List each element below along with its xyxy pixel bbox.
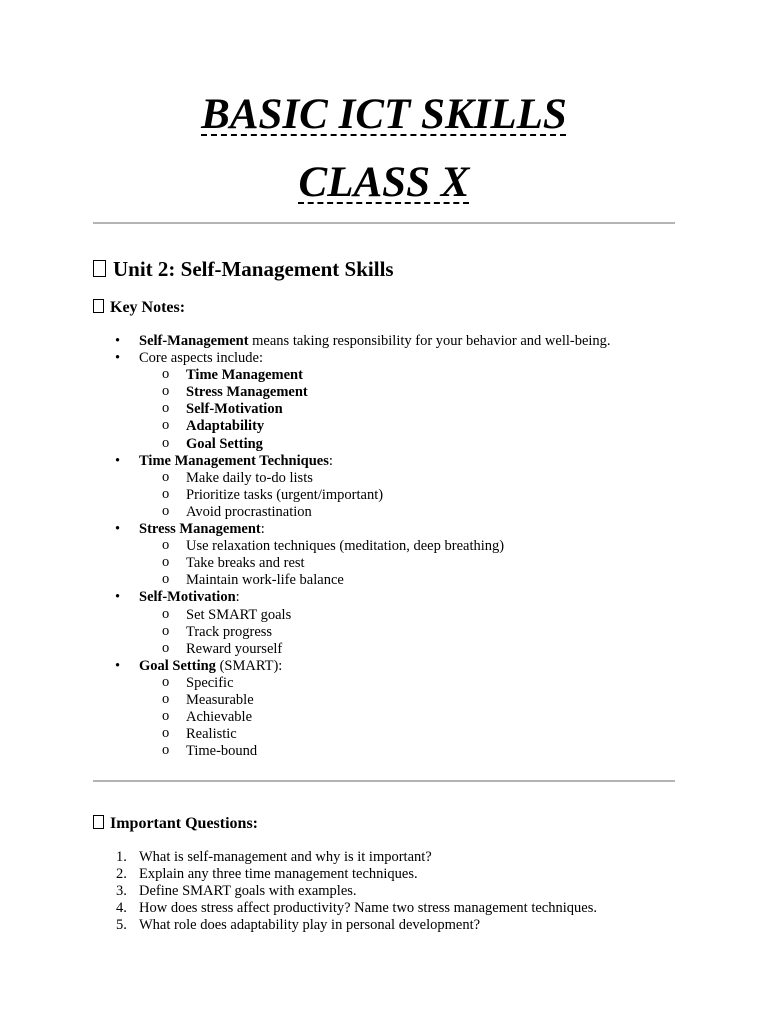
- sub-bullet: o: [162, 571, 170, 588]
- unit-heading: Unit 2: Self-Management Skills: [93, 256, 394, 282]
- smart-criterion: Measurable: [186, 691, 254, 708]
- question-text: What role does adaptability play in personal development?: [139, 917, 481, 933]
- smart-criterion: Realistic: [186, 726, 237, 743]
- sub-list-item: [0, 624, 768, 641]
- document-title: BASIC ICT SKILLS: [201, 91, 567, 138]
- bullet: •: [115, 657, 121, 674]
- question-text: Explain any three time management techniques.: [139, 866, 418, 882]
- list-item: [0, 658, 768, 675]
- missing-emoji-icon: [93, 260, 106, 277]
- term-self-management: Self-Management: [139, 333, 249, 349]
- technique: Maintain work-life balance: [186, 572, 344, 589]
- key-notes-list: [0, 333, 768, 760]
- smart-criterion: Achievable: [186, 709, 253, 726]
- document-subtitle: CLASS X: [298, 159, 470, 206]
- sub-bullet: o: [162, 673, 170, 690]
- question-item: [0, 917, 768, 934]
- term-time-management: Time Management Techniques: [139, 452, 329, 469]
- horizontal-rule: [93, 780, 675, 782]
- technique: Use relaxation techniques (meditation, deep breathing): [186, 538, 505, 555]
- sub-bullet: o: [162, 742, 170, 759]
- technique: Avoid procrastination: [186, 503, 312, 520]
- question-text: How does stress affect productivity? Name two stress management techniques.: [139, 900, 597, 916]
- sub-bullet: o: [162, 622, 170, 639]
- sub-list-item: [0, 572, 768, 589]
- sub-list-item: [0, 641, 768, 658]
- technique: Make daily to-do lists: [186, 469, 313, 486]
- bullet: •: [115, 452, 121, 469]
- technique: Take breaks and rest: [186, 555, 305, 572]
- technique: Set SMART goals: [186, 606, 292, 623]
- core-aspect: Goal Setting: [186, 435, 263, 452]
- sub-bullet: o: [162, 554, 170, 571]
- sub-list-item: [0, 418, 768, 435]
- question-item: [0, 849, 768, 866]
- sub-list-item: [0, 487, 768, 504]
- term-self-motivation: Self-Motivation: [139, 589, 236, 606]
- list-item: [0, 333, 768, 350]
- technique: Track progress: [186, 623, 273, 640]
- bullet: •: [115, 589, 121, 606]
- core-aspect: Stress Management: [186, 384, 308, 401]
- sub-bullet: o: [162, 639, 170, 656]
- sub-list-item: [0, 504, 768, 521]
- sub-bullet: o: [162, 502, 170, 519]
- key-notes-heading: Key Notes:: [93, 298, 185, 318]
- term-stress-management: Stress Management: [139, 521, 261, 538]
- sub-list-item: [0, 401, 768, 418]
- question-number: 5.: [116, 917, 127, 933]
- sub-list-item: [0, 555, 768, 572]
- bullet: •: [115, 333, 121, 349]
- sub-bullet: o: [162, 708, 170, 725]
- question-item: [0, 866, 768, 883]
- sub-bullet: o: [162, 537, 170, 554]
- sub-bullet: o: [162, 400, 170, 417]
- term-goal-setting: Goal Setting: [139, 657, 216, 674]
- missing-emoji-icon: [93, 299, 104, 313]
- question-number: 2.: [116, 866, 127, 882]
- sub-bullet: o: [162, 366, 170, 383]
- sub-bullet: o: [162, 485, 170, 502]
- sub-bullet: o: [162, 434, 170, 451]
- horizontal-rule: [93, 222, 675, 224]
- sub-list-item: [0, 384, 768, 401]
- sub-list-item: [0, 743, 768, 760]
- important-questions-heading: Important Questions:: [93, 814, 258, 834]
- question-number: 3.: [116, 883, 127, 899]
- term-suffix: (SMART):: [215, 657, 283, 674]
- sub-list-item: [0, 726, 768, 743]
- list-item: [0, 521, 768, 538]
- question-number: 4.: [116, 900, 127, 916]
- sub-list-item: [0, 709, 768, 726]
- sub-list-item: [0, 436, 768, 453]
- question-item: [0, 883, 768, 900]
- sub-list-item: [0, 692, 768, 709]
- smart-criterion: Specific: [186, 674, 234, 691]
- definition-text: means taking responsibility for your behavior and well-being.: [248, 333, 611, 349]
- list-item: [0, 350, 768, 367]
- sub-list-item: [0, 675, 768, 692]
- sub-list-item: [0, 367, 768, 384]
- term-suffix: :: [260, 521, 265, 538]
- bullet: •: [115, 521, 121, 538]
- core-aspect: Time Management: [186, 367, 303, 384]
- missing-emoji-icon: [93, 815, 104, 829]
- technique: Prioritize tasks (urgent/important): [186, 486, 384, 503]
- question-text: What is self-management and why is it important?: [139, 849, 432, 865]
- list-item: [0, 453, 768, 470]
- sub-list-item: [0, 470, 768, 487]
- core-aspects-intro: Core aspects include:: [139, 350, 264, 367]
- question-number: 1.: [116, 849, 127, 865]
- term-suffix: :: [235, 589, 240, 606]
- list-item: [0, 589, 768, 606]
- sub-bullet: o: [162, 725, 170, 742]
- sub-list-item: [0, 607, 768, 624]
- sub-list-item: [0, 538, 768, 555]
- question-text: Define SMART goals with examples.: [139, 883, 357, 899]
- sub-bullet: o: [162, 468, 170, 485]
- sub-bullet: o: [162, 690, 170, 707]
- questions-list: [0, 849, 768, 934]
- smart-criterion: Time-bound: [186, 743, 258, 760]
- core-aspect: Self-Motivation: [186, 401, 283, 418]
- question-item: [0, 900, 768, 917]
- core-aspect: Adaptability: [186, 418, 265, 435]
- bullet: •: [115, 350, 121, 367]
- term-suffix: :: [328, 452, 333, 469]
- technique: Reward yourself: [186, 640, 283, 657]
- sub-bullet: o: [162, 417, 170, 434]
- sub-bullet: o: [162, 605, 170, 622]
- sub-bullet: o: [162, 383, 170, 400]
